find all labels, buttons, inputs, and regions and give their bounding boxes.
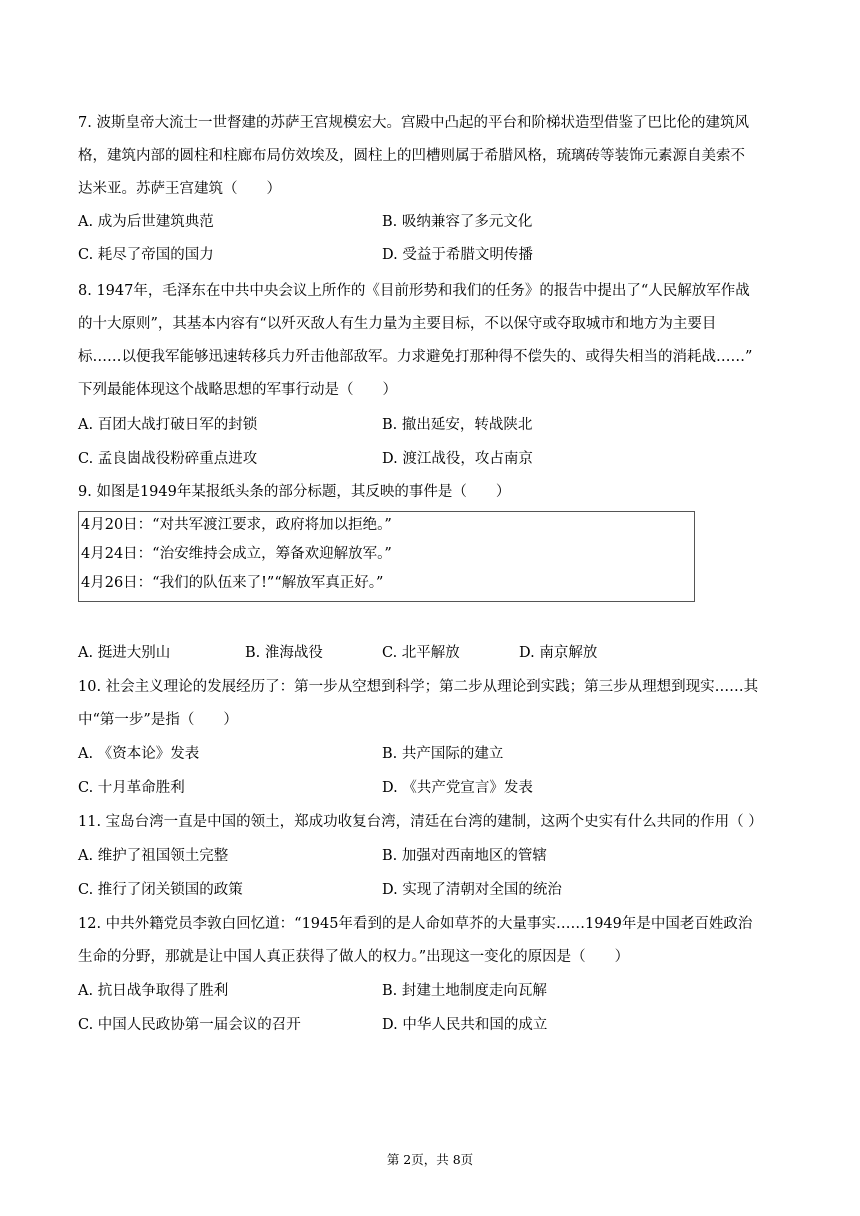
question-10-text-line: 中“第一步”是指（ ） — [78, 712, 238, 728]
newspaper-headline-box — [78, 511, 695, 602]
question-10-option-a: A. 《资本论》发表 — [78, 746, 200, 762]
question-10-text-line: 10. 社会主义理论的发展经历了：第一步从空想到科学；第二步从理论到实践；第三步从理想到现实……其 — [78, 679, 759, 695]
question-10-option-b: B. 共产国际的建立 — [382, 746, 504, 762]
question-8-text-line: 的十大原则”，其基本内容有“以歼灭敌人有生力量为主要目标，不以保守或夺取城市和地方为主要目 — [78, 316, 717, 332]
question-10-option-c: C. 十月革命胜利 — [78, 780, 185, 796]
question-8-option-c: C. 孟良崮战役粉碎重点进攻 — [78, 451, 258, 467]
page-footer: 第 2页，共 8页 — [386, 1152, 474, 1167]
question-11-text-line: 11. 宝岛台湾一直是中国的领土，郑成功收复台湾，清廷在台湾的建制，这两个史实有什么共同的作用（ ） — [78, 814, 763, 830]
question-12-text-line: 生命的分野，那就是让中国人真正获得了做人的权力。”出现这一变化的原因是（ ） — [78, 949, 630, 965]
question-7-text-line: 格，建筑内部的圆柱和柱廊布局仿效埃及，圆柱上的凹槽则属于希腊风格，琉璃砖等装饰元素源自美索不 — [78, 148, 745, 164]
question-9-option-c: C. 北平解放 — [382, 645, 460, 661]
question-11-option-a: A. 维护了祖国领土完整 — [78, 848, 229, 864]
question-7-option-a: A. 成为后世建筑典范 — [78, 214, 214, 230]
question-8-text-line: 8. 1947年，毛泽东在中共中央会议上所作的《目前形势和我们的任务》的报告中提出了“人民解放军作战 — [78, 283, 750, 299]
question-10-option-d: D. 《共产党宣言》发表 — [382, 780, 533, 796]
question-12-option-b: B. 封建土地制度走向瓦解 — [382, 983, 547, 999]
question-11-option-d: D. 实现了清朝对全国的统治 — [382, 882, 562, 898]
question-8-option-b: B. 撤出延安，转战陕北 — [382, 417, 533, 433]
question-8-text-line: 下列最能体现这个战略思想的军事行动是（ ） — [78, 382, 397, 398]
question-9-text-line: 9. 如图是1949年某报纸头条的部分标题，其反映的事件是（ ） — [78, 484, 511, 500]
question-9-option-b: B. 淮海战役 — [245, 645, 323, 661]
question-11-option-b: B. 加强对西南地区的管辖 — [382, 848, 547, 864]
question-8-option-d: D. 渡江战役，攻占南京 — [382, 451, 533, 467]
question-9-option-a: A. 挺进大别山 — [78, 645, 171, 661]
question-12-option-a: A. 抗日战争取得了胜利 — [78, 983, 229, 999]
headline-line: 4月20日：“对共军渡江要求，政府将加以拒绝。” — [81, 517, 392, 533]
question-7-option-d: D. 受益于希腊文明传播 — [382, 247, 533, 263]
headline-line: 4月24日：“治安维持会成立，筹备欢迎解放军。” — [81, 546, 392, 562]
question-8-text-line: 标……以便我军能够迅速转移兵力歼击他部敌军。力求避免打那种得不偿失的、或得失相当的消耗战……” — [78, 349, 753, 365]
question-12-text-line: 12. 中共外籍党员李敦白回忆道：“1945年看到的是人命如草芥的大量事实……1949年是中国老百姓政治 — [78, 916, 753, 932]
question-7-option-c: C. 耗尽了帝国的国力 — [78, 247, 214, 263]
question-7-text-line: 达米亚。苏萨王宫建筑（ ） — [78, 181, 281, 197]
question-7-option-b: B. 吸纳兼容了多元文化 — [382, 214, 533, 230]
question-12-option-c: C. 中国人民政协第一届会议的召开 — [78, 1017, 301, 1033]
question-11-option-c: C. 推行了闭关锁国的政策 — [78, 882, 243, 898]
question-8-option-a: A. 百团大战打破日军的封锁 — [78, 417, 258, 433]
question-7-text-line: 7. 波斯皇帝大流士一世督建的苏萨王宫规模宏大。宫殿中凸起的平台和阶梯状造型借鉴了巴比伦的建筑风 — [78, 115, 749, 131]
question-12-option-d: D. 中华人民共和国的成立 — [382, 1017, 548, 1033]
question-9-option-d: D. 南京解放 — [519, 645, 598, 661]
headline-line: 4月26日：“我们的队伍来了!”“解放军真正好。” — [81, 575, 384, 591]
